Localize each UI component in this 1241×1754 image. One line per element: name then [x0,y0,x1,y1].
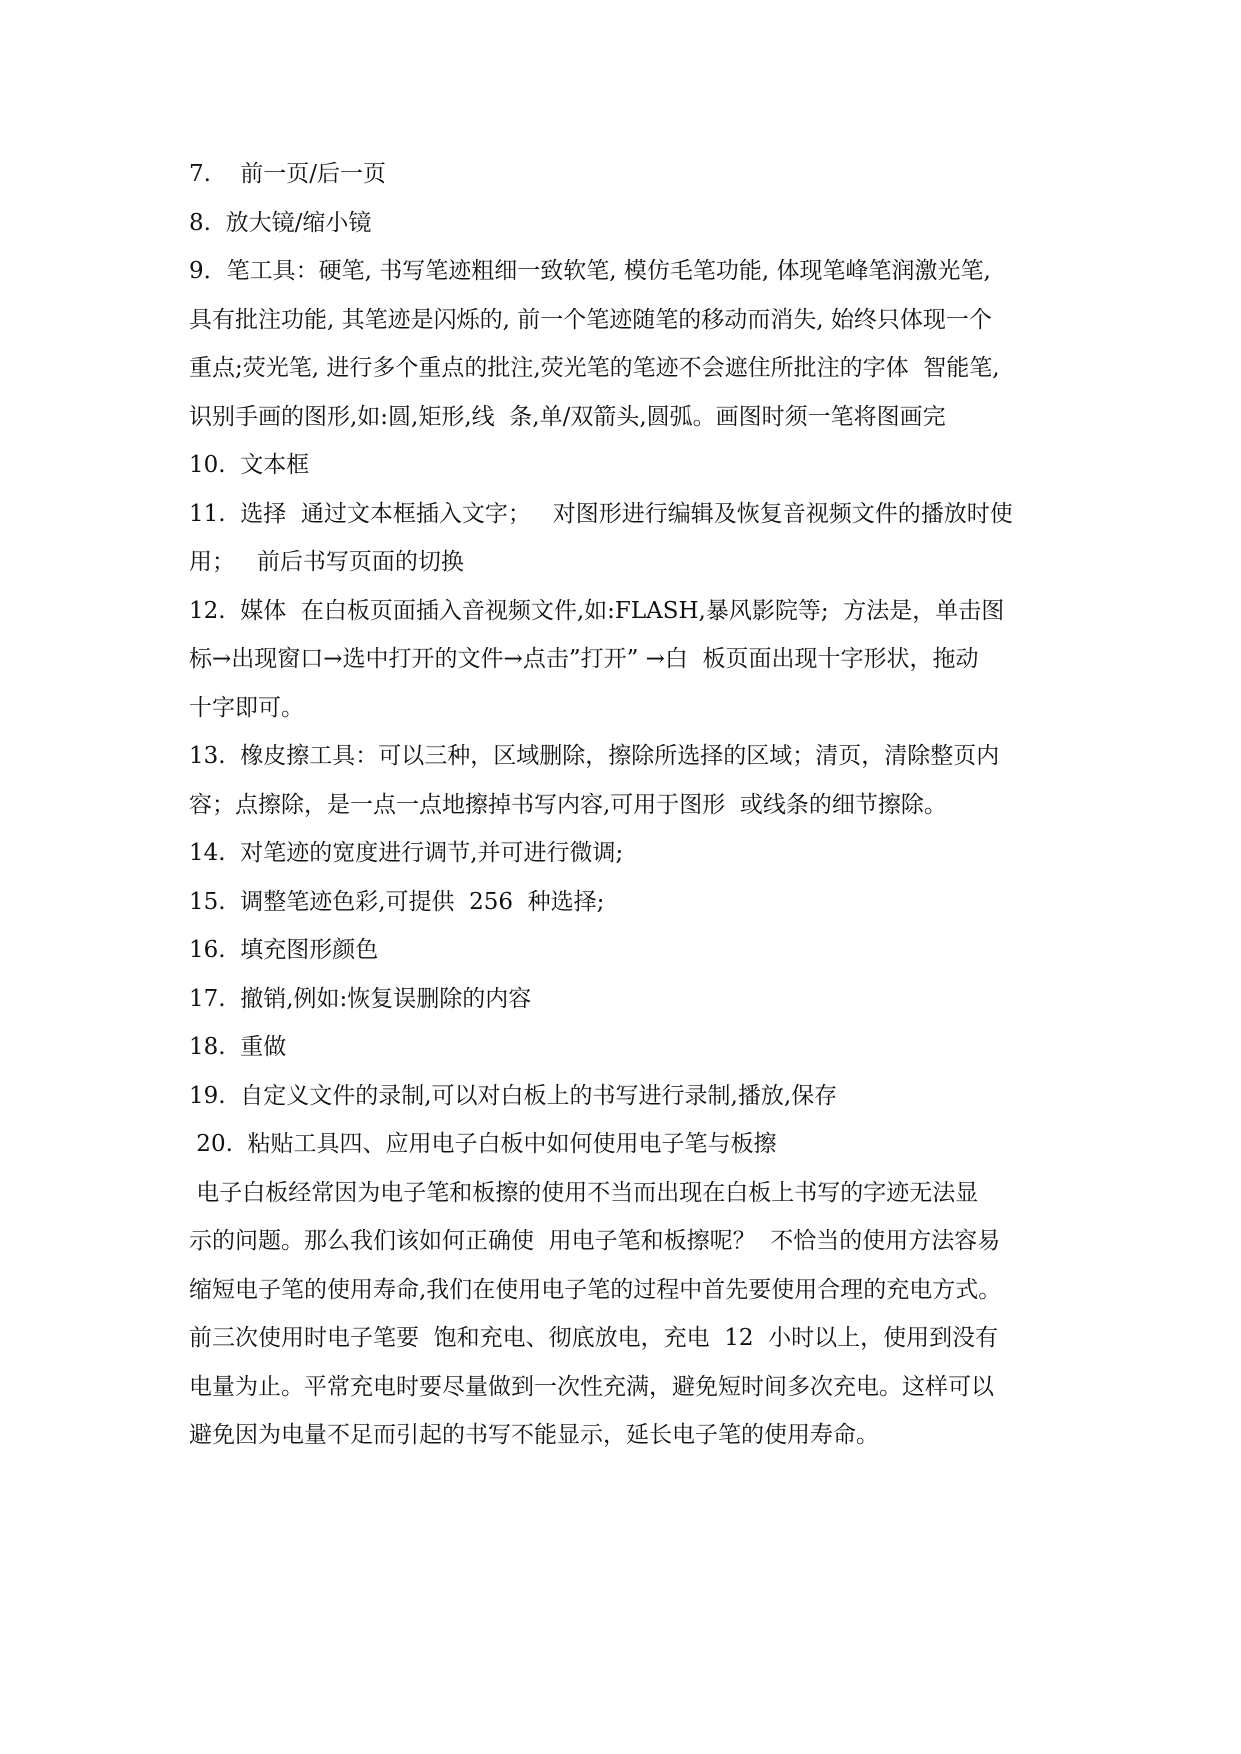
text-line: 8. 放大镜/缩小镜 [189,209,372,236]
text-line: 示的问题。那么我们该如何正确使 用电子笔和板擦呢？ 不恰当的使用方法容易 [189,1228,1001,1254]
text-line: 13. 橡皮擦工具：可以三种，区域删除，擦除所选择的区域；清页，清除整页内 [189,743,1000,769]
text-line: 9．笔工具：硬笔, 书写笔迹粗细一致软笔, 模仿毛笔功能, 体现笔峰笔润激光笔, [189,258,991,284]
text-line: 19. 自定义文件的录制,可以对白板上的书写进行录制,播放,保存 [189,1082,838,1109]
text-line: 避免因为电量不足而引起的书写不能显示，延长电子笔的使用寿命。 [189,1422,879,1448]
text-line: 7. 前一页/后一页 [189,161,386,187]
text-line: 识别手画的图形,如:圆,矩形,线 条,单/双箭头,圆弧。画图时须一笔将图画完 [189,403,946,430]
text-line: 缩短电子笔的使用寿命,我们在使用电子笔的过程中首先要使用合理的充电方式。 [189,1276,1002,1303]
text-line: 15. 调整笔迹色彩,可提供 256 种选择; [189,888,605,915]
text-line: 具有批注功能, 其笔迹是闪烁的, 前一个笔迹随笔的移动而消失, 始终只体现一个 [189,306,992,333]
document-body [189,150,1069,1460]
text-line: 14. 对笔迹的宽度进行调节,并可进行微调; [189,840,624,866]
text-line: 容；点擦除，是一点一点地擦掉书写内容,可用于图形 或线条的细节擦除。 [189,791,947,818]
text-line: 用； 前后书写页面的切换 [189,549,464,575]
text-line: 十字即可。 [189,694,304,721]
text-line: 前三次使用时电子笔要 饱和充电、彻底放电，充电 12 小时以上，使用到没有 [189,1325,999,1351]
text-line: 10. 文本框 [189,452,310,478]
text-line: 电子白板经常因为电子笔和板擦的使用不当而出现在白板上书写的字迹无法显 [189,1179,979,1206]
text-line: 标→出现窗口→选中打开的文件→点击”打开” →白 板页面出现十字形状，拖动 [189,646,979,672]
text-line: 重点;荧光笔, 进行多个重点的批注,荧光笔的笔迹不会遮住所批注的字体 智能笔, [189,355,1000,381]
text-line: 12. 媒体 在白板页面插入音视频文件,如:FLASH,暴风影院等; 方法是，单击图 [189,597,1005,624]
text-line: 电量为止。平常充电时要尽量做到一次性充满，避免短时间多次充电。这样可以 [189,1373,994,1400]
text-line: 17. 撤销,例如:恢复误删除的内容 [189,985,532,1012]
text-line: 16. 填充图形颜色 [189,937,379,963]
text-line: 20. 粘贴工具四、应用电子白板中如何使用电子笔与板擦 [189,1131,777,1157]
text-line: 18. 重做 [189,1034,287,1060]
text-line: 11. 选择 通过文本框插入文字； 对图形进行编辑及恢复音视频文件的播放时使 [189,500,1013,527]
